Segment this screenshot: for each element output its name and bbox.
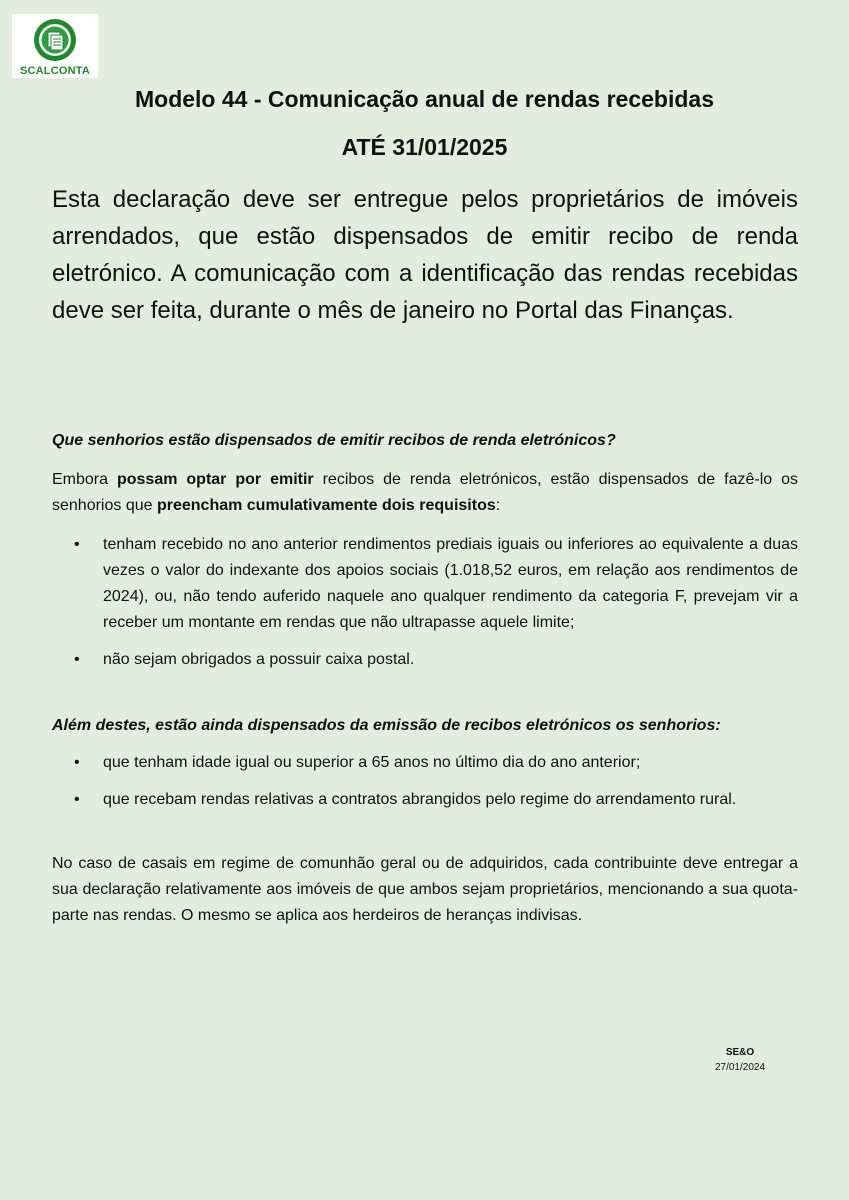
text-fragment: recibos de renda eletrónicos, estão dispensados de fazê-lo os senhorios que (52, 471, 799, 514)
green-circle-document-icon (33, 18, 77, 62)
logo-brand-text: SCALCONTA (19, 65, 91, 77)
paragraph-exemption (52, 467, 798, 519)
document-title: Modelo 44 - Comunicação anual de rendas recebidas (134, 86, 714, 112)
requirements-list (52, 532, 798, 684)
text-fragment: : (495, 497, 501, 514)
list-item: • não sejam obrigados a possuir caixa postal. (52, 647, 798, 673)
logo (12, 14, 98, 78)
question-heading: Que senhorios estão dispensados de emitir recibos de renda eletrónicos? (52, 432, 616, 449)
signature-block (680, 1045, 800, 1075)
bold-fragment: preencham cumulativamente dois requisitos (156, 497, 496, 514)
additional-heading: Além destes, estão ainda dispensados da emissão de recibos eletrónicos os senhorios: (52, 717, 721, 734)
additional-list (52, 750, 798, 824)
signature-author: SE&O (725, 1047, 755, 1058)
signature-date: 27/01/2024 (714, 1062, 766, 1073)
list-item: • tenham recebido no ano anterior rendimentos prediais iguais ou inferiores ao equivalente a duas vezes o valor do indexante dos apoios sociais (1.018,52 euros, em relação aos rendimentos de 2024), ou, não tendo auferido naquele ano qualquer rendimento da categoria F, prevejam vir a receber um montante em rendas que não ultrapasse aquele limite; (52, 532, 798, 636)
paragraph-couples: No caso de casais em regime de comunhão geral ou de adquiridos, cada contribuinte deve entregar a sua declaração relativamente aos imóveis de que ambos sejam proprietários, mencionando a sua quota-parte nas rendas. O mesmo se aplica aos herdeiros de heranças indivisas. (52, 855, 798, 924)
list-item: • que tenham idade igual ou superior a 65 anos no último dia do ano anterior; (52, 750, 798, 776)
intro-paragraph: Esta declaração deve ser entregue pelos proprietários de imóveis arrendados, que estão dispensados de emitir recibo de renda eletrónico. A comunicação com a identificação das rendas recebidas deve ser feita, durante o mês de janeiro no Portal das Finanças. (52, 186, 798, 324)
deadline: ATÉ 31/01/2025 (341, 134, 508, 160)
text-fragment: Embora (52, 471, 117, 488)
bold-fragment: possam optar por emitir (116, 471, 314, 488)
list-item: • que recebam rendas relativas a contratos abrangidos pelo regime do arrendamento rural. (52, 787, 798, 813)
